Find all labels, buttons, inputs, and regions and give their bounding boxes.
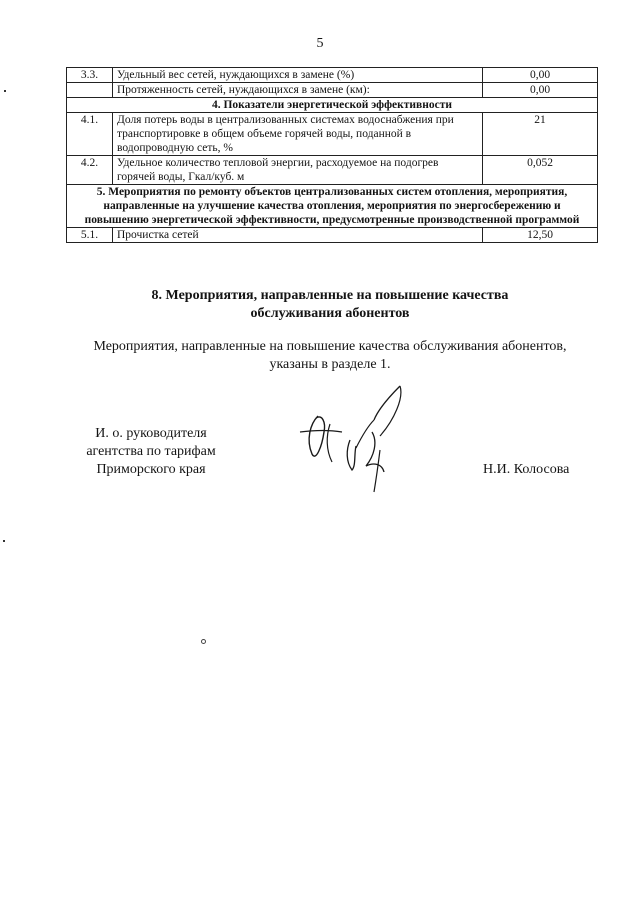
row-value: 12,50 xyxy=(483,228,598,243)
scan-mark xyxy=(201,639,206,644)
indicators-table xyxy=(66,67,598,243)
row-number: 4.1. xyxy=(67,113,113,156)
handwritten-signature xyxy=(296,380,416,496)
section-5-title: 5. Мероприятия по ремонту объектов централизованных систем отопления, мероприятия, направленные на улучшение качества отопления, мероприятия по энергосбережению и повышению энергетической эффективности, предусмотренные производственной программой xyxy=(67,185,598,228)
section-4-title: 4. Показатели энергетической эффективности xyxy=(67,98,598,113)
position-line: агентства по тарифам xyxy=(86,444,216,459)
row-value: 0,00 xyxy=(483,83,598,98)
table-row xyxy=(67,228,598,243)
row-text: Удельное количество тепловой энергии, расходуемое на подогрев горячей воды, Гкал/куб. м xyxy=(113,156,483,185)
signer-position xyxy=(56,425,246,479)
row-value: 0,052 xyxy=(483,156,598,185)
row-text: Прочистка сетей xyxy=(113,228,483,243)
row-text: Доля потерь воды в централизованных системах водоснабжения при транспортировке в общем объеме горячей воды, поданной в водопроводную сеть, % xyxy=(113,113,483,156)
row-value: 0,00 xyxy=(483,68,598,83)
paragraph-line: указаны в разделе 1. xyxy=(269,357,391,372)
section-header-row xyxy=(67,98,598,113)
section-8-paragraph xyxy=(60,338,600,374)
row-number: 5.1. xyxy=(67,228,113,243)
page-number: 5 xyxy=(316,36,324,51)
row-value: 21 xyxy=(483,113,598,156)
signer-name: Н.И. Колосова xyxy=(483,462,570,477)
row-text: Протяженность сетей, нуждающихся в замене (км): xyxy=(113,83,483,98)
position-line: И. о. руководителя xyxy=(95,426,207,441)
paragraph-line: Мероприятия, направленные на повышение качества обслуживания абонентов, xyxy=(93,339,567,354)
section-8-heading xyxy=(0,287,640,323)
table-row xyxy=(67,83,598,98)
scan-mark xyxy=(4,90,6,92)
row-number: 4.2. xyxy=(67,156,113,185)
heading-line: 8. Мероприятия, направленные на повышение качества xyxy=(151,288,509,303)
table-row xyxy=(67,68,598,83)
heading-line: обслуживания абонентов xyxy=(250,306,410,321)
position-line: Приморского края xyxy=(96,462,206,477)
section-header-row xyxy=(67,185,598,228)
row-number: 3.3. xyxy=(67,68,113,83)
table-row xyxy=(67,113,598,156)
row-text: Удельный вес сетей, нуждающихся в замене (%) xyxy=(113,68,483,83)
table-row xyxy=(67,156,598,185)
scan-mark xyxy=(3,540,5,542)
row-number xyxy=(67,83,113,98)
